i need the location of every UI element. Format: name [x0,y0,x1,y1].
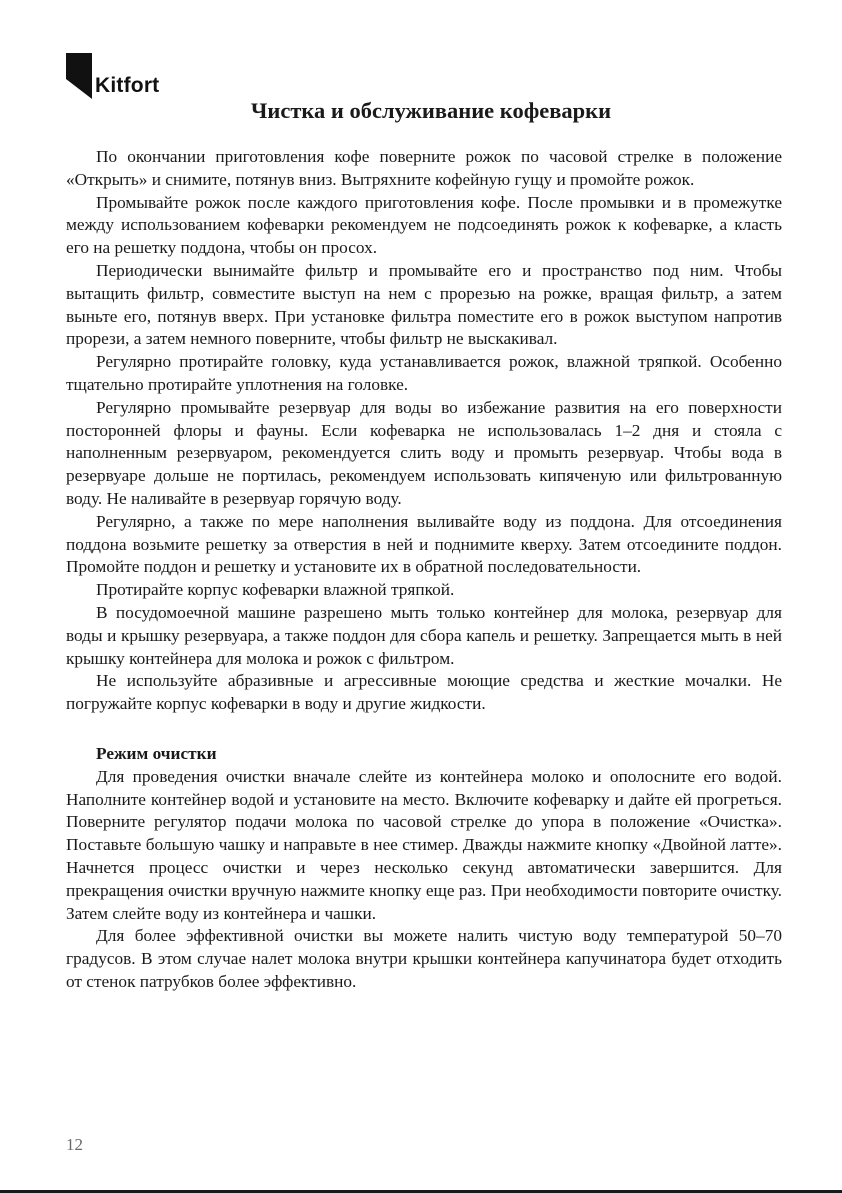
brand-logo [66,49,159,99]
brand-name: Kitfort [95,74,160,97]
paragraph: Промывайте рожок после каждого приготовления кофе. После промывки и в промежутке между использованием кофеварки рекомендуем не подсоединять рожок к кофеварке, а класть его на решетку поддона, чтобы он просох. [66,192,782,258]
page-number: 12 [66,1135,83,1154]
section-paragraph: Для проведения очистки вначале слейте из контейнера молоко и ополосните его водой. Наполните контейнер водой и установите на место. Включите кофеварку и дайте ей прогреться. Поверните регулятор подачи молока по часовой стрелке до упора в положение «Очистка». Поставьте большую чашку и направьте в нее стимер. Дважды нажмите кнопку «Двойной латте». Начнется процесс очистки и через несколько секунд автоматически завершится. Для прекращения очистки вручную нажмите кнопку еще раз. При необходимости повторите очистку. Затем слейте воду из контейнера и чашки. [66,766,782,923]
section-heading: Режим очистки [96,743,217,763]
paragraph: В посудомоечной машине разрешено мыть только контейнер для молока, резервуар для воды и крышку резервуара, а также поддон для сбора капель и решетку. Запрещается мыть в ней крышку контейнера для молока и рожок с фильтром. [66,602,782,668]
paragraph: Протирайте корпус кофеварки влажной тряпкой. [96,580,455,600]
document-body [66,146,782,994]
section-paragraph: Для более эффективной очистки вы можете налить чистую воду температурой 50–70 градусов. В этом случае налет молока внутри крышки контейнера капучинатора будет отходить от стенок патрубков более эффективно. [66,926,782,991]
page-title: Чистка и обслуживание кофеварки [250,98,612,123]
kitfort-logo-icon [66,53,92,99]
paragraph: Не используйте абразивные и агрессивные моющие средства и жесткие мочалки. Не погружайте корпус кофеварки в воду и другие жидкости. [66,671,782,714]
paragraph: Регулярно промывайте резервуар для воды во избежание развития на его поверхности посторонней флоры и фауны. Если кофеварка не использовалась 1–2 дня и стояла с наполненным резервуаром, рекомендуется слить воду и промыть резервуар. Чтобы вода в резервуаре дольше не портилась, рекомендуем использовать кипяченую или фильтрованную воду. Не наливайте в резервуар горячую воду. [66,397,782,508]
paragraph: Регулярно, а также по мере наполнения выливайте воду из поддона. Для отсоединения поддона возьмите решетку за отверстия в ней и поднимите кверху. Затем отсоедините поддон. Промойте поддон и решетку и установите их в обратной последовательности. [66,511,782,577]
paragraph: Периодически вынимайте фильтр и промывайте его и пространство под ним. Чтобы вытащить фильтр, совместите выступ на нем с прорезью на рожке, вращая фильтр, а затем выньте его, потянув вверх. При установке фильтра поместите его в рожок выступом напротив прорези, а затем немного поверните, чтобы фильтр не выскакивал. [66,260,782,349]
paragraph: Регулярно протирайте головку, куда устанавливается рожок, влажной тряпкой. Особенно тщательно протирайте уплотнения на головке. [66,352,782,394]
paragraph: По окончании приготовления кофе поверните рожок по часовой стрелке в положение «Открыть» и снимите, потянув вниз. Вытряхните кофейную гущу и промойте рожок. [66,147,782,189]
